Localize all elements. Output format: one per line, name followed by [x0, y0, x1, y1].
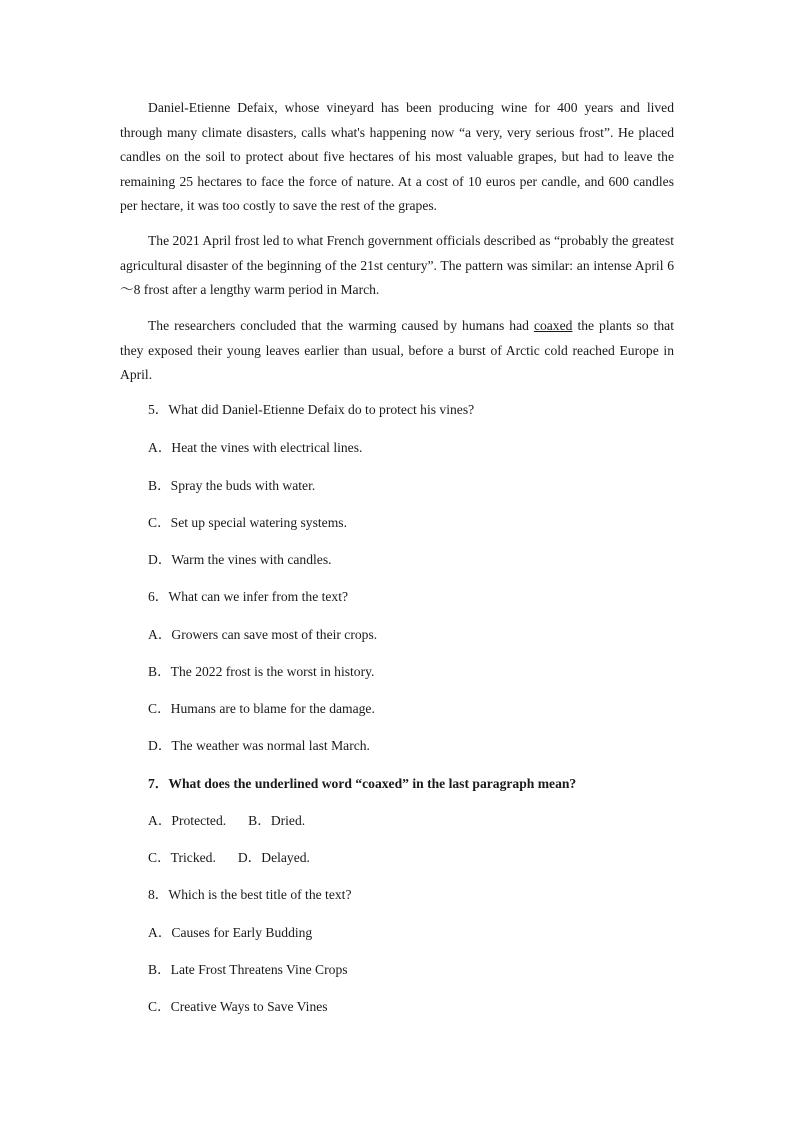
q7-option-d: D．Delayed.: [237, 850, 310, 865]
q5-option-c: C．Set up special watering systems.: [148, 515, 347, 530]
paragraph-1: Daniel-Etienne Defaix, whose vineyard has been producing wine for 400 years and lived through many climate disasters, calls what's happening now “a very, very serious frost”. He placed candles on the soil to protect about five hectares of his most valuable grapes, but had to leave the remaining 25 hectares to face the force of nature. At a cost of 10 euros per candle, and 600 candles per hectare, it was too costly to save the rest of the grapes.: [120, 100, 674, 213]
q8-option-a: A．Causes for Early Budding: [148, 925, 313, 940]
q7-option-a: A．Protected.: [148, 813, 227, 828]
q8-option-b: B．Late Frost Threatens Vine Crops: [148, 962, 348, 977]
paragraph-2: The 2021 April frost led to what French government officials described as “probably the greatest agricultural disaster of the beginning of the 21st century”. The pattern was similar: an intense April 6～8 frost after a lengthy warm period in March.: [120, 233, 674, 297]
q6-option-a: A．Growers can save most of their crops.: [148, 627, 378, 642]
q7-option-b: B．Dried.: [248, 813, 306, 828]
underlined-word: coaxed: [533, 318, 573, 333]
q6-option-d: D．The weather was normal last March.: [148, 738, 370, 753]
q6-option-c: C．Humans are to blame for the damage.: [148, 701, 375, 716]
q8-option-c: C．Creative Ways to Save Vines: [148, 999, 328, 1014]
q5-option-a: A．Heat the vines with electrical lines.: [148, 440, 363, 455]
q7-options-cd: [148, 848, 310, 868]
q5-option-b: B．Spray the buds with water.: [148, 478, 316, 493]
q6-option-b: B．The 2022 frost is the worst in history.: [148, 664, 375, 679]
question-7: 7．What does the underlined word “coaxed” in the last paragraph mean?: [148, 776, 577, 791]
question-6: 6．What can we infer from the text?: [148, 589, 349, 604]
question-8: 8．Which is the best title of the text?: [148, 887, 352, 902]
q7-options-ab: [148, 811, 305, 831]
q7-option-c: C．Tricked.: [148, 850, 216, 865]
paragraph-3: The researchers concluded that the warming caused by humans had coaxed the plants so that they exposed their young leaves earlier than usual, before a burst of Arctic cold reached Europe in April.: [120, 318, 674, 382]
q5-option-d: D．Warm the vines with candles.: [148, 552, 332, 567]
question-5: 5．What did Daniel-Etienne Defaix do to protect his vines?: [148, 402, 475, 417]
